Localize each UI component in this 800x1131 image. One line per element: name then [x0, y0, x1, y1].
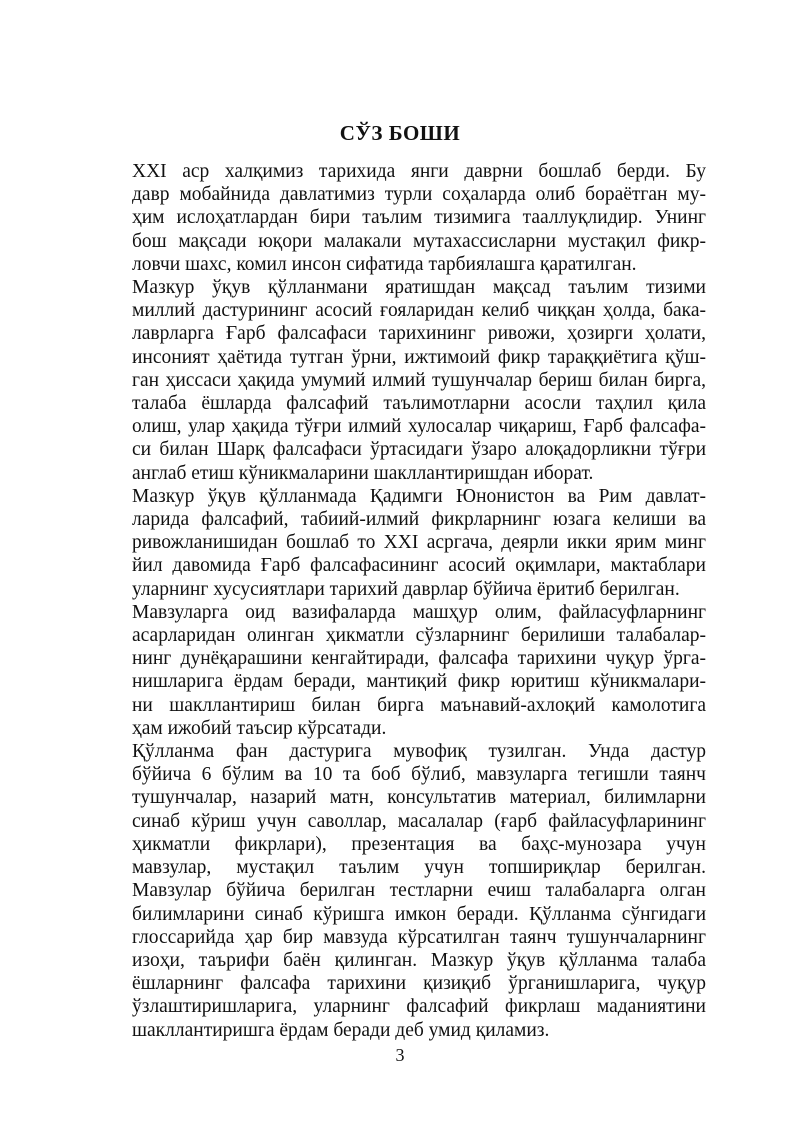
- text-line: ҳам ижобий таъсир кўрсатади.: [132, 717, 387, 739]
- text-line: билимларини синаб кўришга имкон беради. Қўлланма сўнгидаги: [132, 903, 706, 925]
- text-line: миллий дастурининг асосий ғояларидан келиб чиққан ҳолда, бака-: [132, 300, 706, 322]
- page-title: СЎЗ БОШИ: [339, 121, 461, 145]
- text-line: бўйича 6 бўлим ва 10 та боб бўлиб, мавзуларга тегишли таянч: [132, 764, 706, 786]
- page-number: 3: [395, 1045, 405, 1065]
- paragraph-1: [94, 160, 706, 276]
- text-line: инсоният ҳаётида тутган ўрни, ижтимоий фикр тараққиётига қўш-: [132, 346, 706, 368]
- text-line: Мазкур ўқув қўлланмада Қадимги Юнонистон ва Рим давлат-: [132, 485, 706, 507]
- text-line: Мазкур ўқув қўлланмани яратишдан мақсад таълим тизими: [132, 277, 706, 299]
- text-line: XXI аср халқимиз тарихида янги даврни бошлаб берди. Бу: [132, 161, 706, 182]
- text-line: синаб кўриш учун саволлар, масалалар (ғарб файласуфларининг: [132, 810, 706, 832]
- text-line: ривожланишидан бошлаб то XXI асргача, деярли икки ярим минг: [132, 532, 706, 554]
- text-line: бош мақсади юқори малакали мутахассисларни мустақил фикр-: [132, 230, 706, 252]
- body-text: [94, 160, 706, 1042]
- text-line: ўзлаштиришларига, уларнинг фалсафий фикрлаш маданиятини: [132, 996, 706, 1018]
- text-line: давр мобайнида давлатимиз турли соҳаларда олиб бораётган му-: [132, 184, 706, 206]
- text-line: ган ҳиссаси ҳақида умумий илмий тушунчалар бериш билан бирга,: [132, 369, 706, 391]
- text-line: уларнинг хусусиятлари тарихий даврлар бўйича ёритиб берилган.: [132, 578, 680, 600]
- text-line: глоссарийда ҳар бир мавзуда кўрсатилган таянч тушунчаларнинг: [132, 926, 706, 948]
- text-line: нишларига ёрдам беради, мантиқий фикр юритиш кўникмалари-: [132, 671, 706, 693]
- text-line: шакллантиришга ёрдам беради деб умид қиламиз.: [132, 1019, 550, 1041]
- paragraph-3: [94, 485, 706, 601]
- text-line: ёшларнинг фалсафа тарихини қизиқиб ўрганишларига, чуқур: [132, 973, 706, 995]
- text-line: ларида фалсафий, табиий-илмий фикрларнинг юзага келиши ва: [132, 509, 706, 531]
- text-line: Мавзулар бўйича берилган тестларни ечиш талабаларга олган: [132, 880, 706, 902]
- text-line: асарларидан олинган ҳикматли сўзларнинг берилиши талабалар-: [132, 625, 706, 647]
- text-line: ҳим ислоҳатлардан бири таълим тизимига тааллуқлидир. Унинг: [132, 207, 706, 229]
- text-line: лаврларга Ғарб фалсафаси тарихининг ривожи, ҳозирги ҳолати,: [132, 323, 706, 345]
- text-line: олиш, улар ҳақида тўғри илмий хулосалар чиқариш, Ғарб фалсафа-: [132, 416, 706, 438]
- text-line: изоҳи, таърифи баён қилинган. Мазкур ўқув қўлланма талаба: [132, 949, 706, 971]
- text-line: тушунчалар, назарий матн, консультатив материал, билимларни: [132, 787, 706, 809]
- text-line: ловчи шахс, комил инсон сифатида тарбиялашга қаратилган.: [132, 253, 637, 275]
- text-line: ни шакллантириш билан бирга маънавий-ахлоқий камолотига: [132, 694, 706, 716]
- text-line: Мавзуларга оид вазифаларда машҳур олим, файласуфларнинг: [132, 601, 706, 623]
- text-line: Қўлланма фан дастурига мувофиқ тузилган. Унда дастур: [132, 741, 706, 763]
- text-line: англаб етиш кўникмаларини шакллантиришдан иборат.: [132, 462, 594, 484]
- paragraph-4: [94, 601, 706, 740]
- paragraph-2: [94, 276, 706, 485]
- text-line: талаба ёшларда фалсафий таълимотларни асосли таҳлил қила: [132, 393, 706, 415]
- paragraph-5: [94, 740, 706, 1042]
- text-line: ҳикматли фикрлари), презентация ва баҳс-мунозара учун: [132, 833, 706, 855]
- text-line: йил давомида Ғарб фалсафасининг асосий оқимлари, мактаблари: [132, 555, 706, 577]
- text-line: мавзулар, мустақил таълим учун топшириқлар берилган.: [132, 857, 706, 879]
- text-line: си билан Шарқ фалсафаси ўртасидаги ўзаро алоқадорликни тўғри: [132, 439, 706, 461]
- text-line: нинг дунёқарашини кенгайтиради, фалсафа тарихини чуқур ўрга-: [132, 648, 706, 670]
